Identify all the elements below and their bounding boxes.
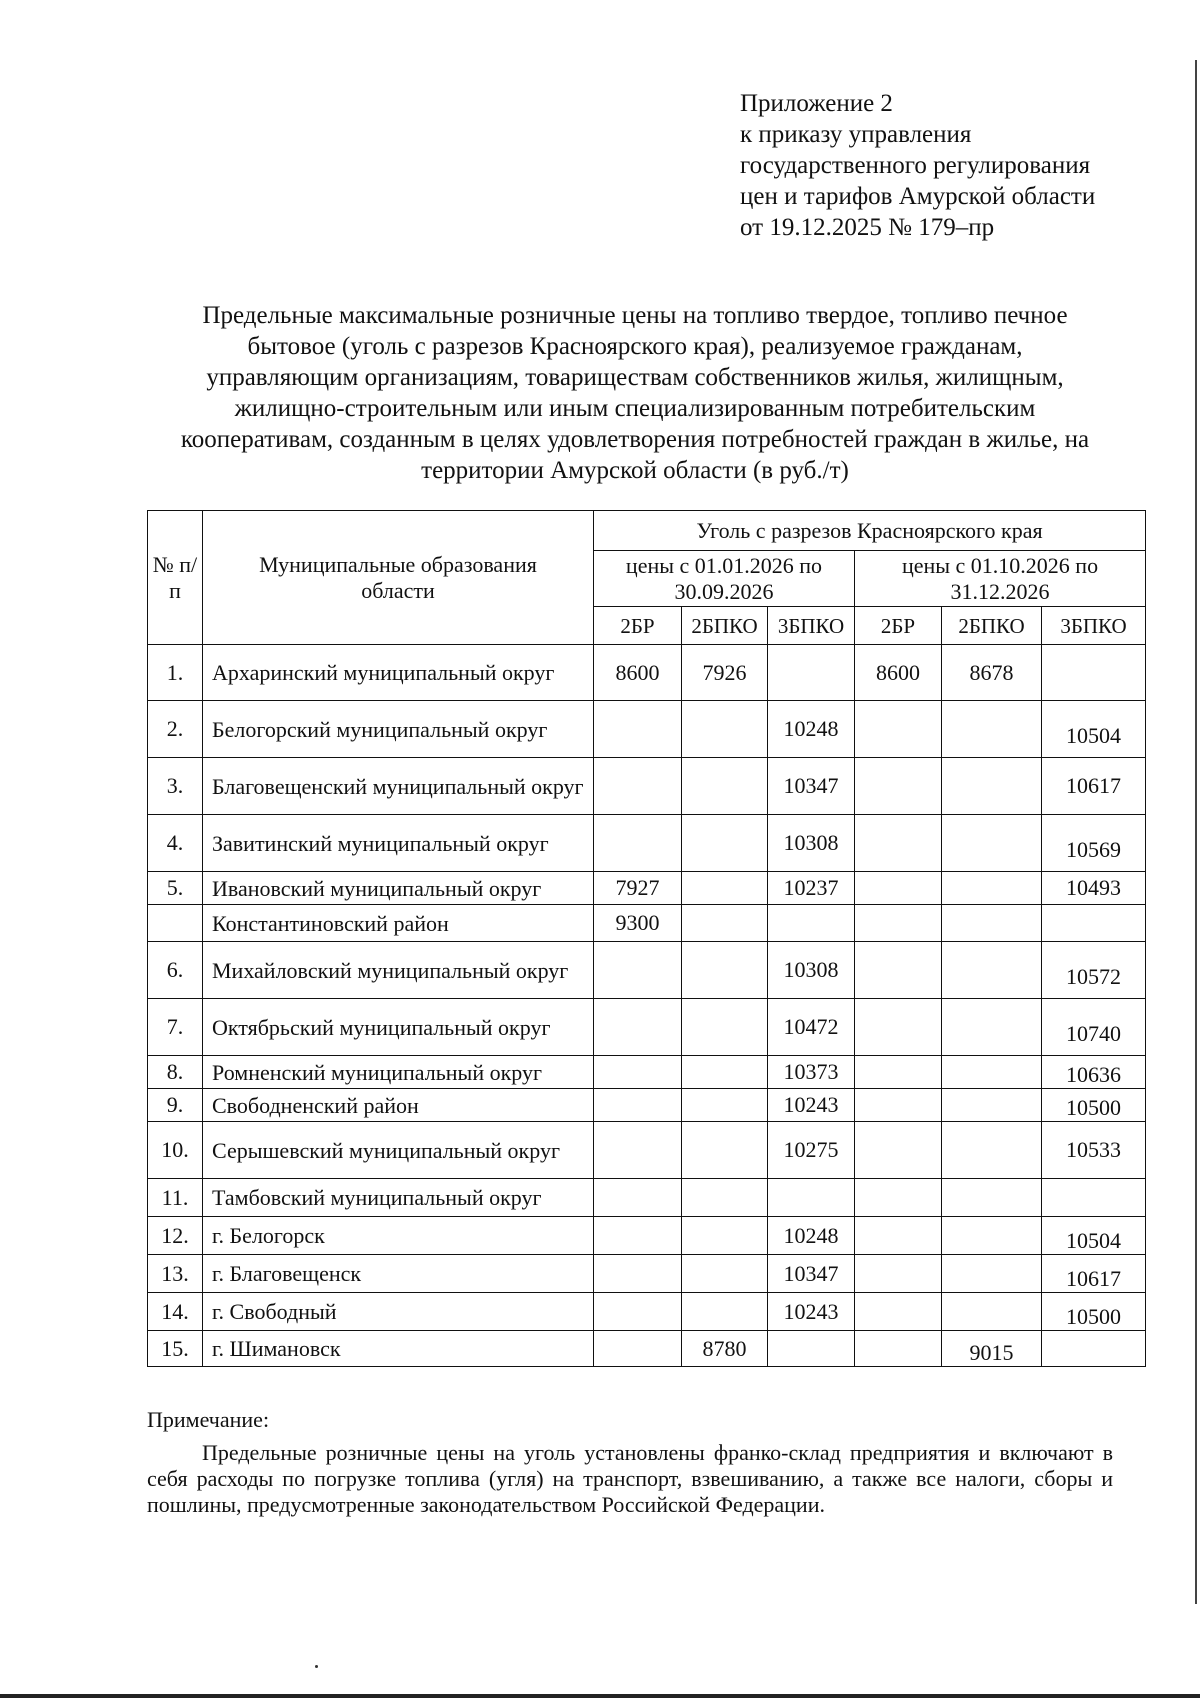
price-table (147, 510, 1146, 1367)
row-value: 10243 (768, 1293, 855, 1331)
row-name: Ромненский муниципальный округ (203, 1056, 594, 1089)
row-value (594, 1089, 682, 1122)
row-value (855, 1293, 942, 1331)
row-name: г. Белогорск (203, 1217, 594, 1255)
row-value: 10569 (1042, 815, 1146, 872)
row-value: 9300 (594, 905, 682, 942)
row-value: 7927 (594, 872, 682, 905)
row-name: Константиновский район (203, 905, 594, 942)
table-row (148, 645, 1146, 701)
row-value (942, 1179, 1042, 1217)
row-value (682, 1056, 768, 1089)
row-num: 4. (148, 815, 203, 872)
row-num: 2. (148, 701, 203, 758)
row-value: 10740 (1042, 999, 1146, 1056)
row-value: 10636 (1042, 1056, 1146, 1089)
header-name-text: Муниципальные образования области (259, 551, 537, 603)
row-value (1042, 1179, 1146, 1217)
row-value (594, 1217, 682, 1255)
row-value (682, 1255, 768, 1293)
row-value (768, 1331, 855, 1367)
table-row (148, 1089, 1146, 1122)
header-group: Уголь с разрезов Красноярского края (594, 511, 1146, 551)
row-value (855, 1179, 942, 1217)
row-value (855, 1122, 942, 1179)
table-row (148, 1255, 1146, 1293)
table-body (148, 645, 1146, 1367)
title-line: кооперативам, созданным в целях удовлетворения потребностей граждан в жилье, на (180, 426, 1090, 453)
row-value: 10373 (768, 1056, 855, 1089)
table-row (148, 1179, 1146, 1217)
row-value (594, 999, 682, 1056)
table-row (148, 1331, 1146, 1367)
row-name: Завитинский муниципальный округ (203, 815, 594, 872)
row-value: 10308 (768, 942, 855, 999)
row-value (942, 701, 1042, 758)
row-value: 10500 (1042, 1293, 1146, 1331)
header-num-text: № п/п (152, 551, 198, 603)
row-value (768, 905, 855, 942)
row-value: 7926 (682, 645, 768, 701)
row-value: 10504 (1042, 1217, 1146, 1255)
table-row (148, 701, 1146, 758)
row-value (855, 1255, 942, 1293)
row-value (682, 815, 768, 872)
row-value (682, 758, 768, 815)
row-value (594, 1293, 682, 1331)
appendix-line: от 19.12.2025 № 179–пр (740, 214, 995, 241)
row-value (682, 1217, 768, 1255)
header-sub-3bpko: 3БПКО (768, 607, 855, 645)
row-name: г. Шимановск (203, 1331, 594, 1367)
row-value (942, 942, 1042, 999)
row-value: 8678 (942, 645, 1042, 701)
row-value (855, 815, 942, 872)
row-value (942, 1293, 1042, 1331)
title-line: Предельные максимальные розничные цены на топливо твердое, топливо печное (202, 302, 1068, 329)
table-row (148, 815, 1146, 872)
row-value: 10347 (768, 758, 855, 815)
row-value: 10572 (1042, 942, 1146, 999)
header-num (148, 511, 203, 645)
row-name: Михайловский муниципальный округ (203, 942, 594, 999)
row-value (594, 701, 682, 758)
row-value (855, 999, 942, 1056)
row-value: 10243 (768, 1089, 855, 1122)
row-value (768, 645, 855, 701)
row-value (855, 701, 942, 758)
row-value (682, 905, 768, 942)
row-value (855, 872, 942, 905)
header-sub-3bpko: 3БПКО (1042, 607, 1146, 645)
note-text: Предельные розничные цены на уголь установлены франко-склад предприятия и включают в себя расходы по погрузке топлива (угля) на транспорт, взвешиванию, а также все налоги, сборы и пошлины, предусмотренные законодательством Российской Федерации. (147, 1440, 1113, 1517)
row-value (855, 942, 942, 999)
row-value (594, 942, 682, 999)
row-value (594, 1179, 682, 1217)
row-name: Ивановский муниципальный округ (203, 872, 594, 905)
row-num: 10. (148, 1122, 203, 1179)
row-value (594, 758, 682, 815)
row-value: 10493 (1042, 872, 1146, 905)
header-period-2: цены с 01.10.2026 по 31.12.2026 (855, 551, 1146, 607)
row-value (942, 905, 1042, 942)
row-value (942, 758, 1042, 815)
row-value (942, 1056, 1042, 1089)
row-name: Октябрьский муниципальный округ (203, 999, 594, 1056)
table-row (148, 905, 1146, 942)
row-value: 8780 (682, 1331, 768, 1367)
row-value (942, 872, 1042, 905)
appendix-line: Приложение 2 (740, 90, 893, 117)
row-value (942, 1217, 1042, 1255)
row-num (148, 905, 203, 942)
note-label: Примечание: (147, 1407, 270, 1432)
title-line: бытовое (уголь с разрезов Красноярского края), реализуемое гражданам, (247, 333, 1023, 360)
page-edge-bottom (0, 1694, 1200, 1698)
row-value: 10308 (768, 815, 855, 872)
table-row (148, 1122, 1146, 1179)
row-value (942, 1255, 1042, 1293)
row-num: 13. (148, 1255, 203, 1293)
row-value (942, 1122, 1042, 1179)
row-value: 10533 (1042, 1122, 1146, 1179)
row-value (594, 815, 682, 872)
row-num: 6. (148, 942, 203, 999)
row-value (682, 1179, 768, 1217)
table-header (148, 511, 1146, 645)
row-value (855, 1331, 942, 1367)
title-line: жилищно-строительным или иным специализированным потребительским (234, 395, 1036, 422)
row-name: г. Свободный (203, 1293, 594, 1331)
row-value: 10237 (768, 872, 855, 905)
row-name: Тамбовский муниципальный округ (203, 1179, 594, 1217)
row-value: 8600 (594, 645, 682, 701)
row-value: 10472 (768, 999, 855, 1056)
row-name: г. Благовещенск (203, 1255, 594, 1293)
row-value (855, 1089, 942, 1122)
table-row (148, 1293, 1146, 1331)
table-row (148, 872, 1146, 905)
title-line: управляющим организациям, товариществам собственников жилья, жилищным, (206, 364, 1064, 391)
row-value (682, 942, 768, 999)
row-value (942, 1089, 1042, 1122)
header-sub-2bpko: 2БПКО (942, 607, 1042, 645)
row-num: 3. (148, 758, 203, 815)
row-value: 10347 (768, 1255, 855, 1293)
row-value (594, 1331, 682, 1367)
appendix-block (740, 88, 1095, 243)
header-sub-2bpko: 2БПКО (682, 607, 768, 645)
header-sub-2br: 2БР (594, 607, 682, 645)
row-value (594, 1255, 682, 1293)
row-value: 10504 (1042, 701, 1146, 758)
row-value (1042, 905, 1146, 942)
header-sub-2br: 2БР (855, 607, 942, 645)
row-value (855, 758, 942, 815)
row-value (855, 1056, 942, 1089)
table-row (148, 999, 1146, 1056)
row-num: 9. (148, 1089, 203, 1122)
row-num: 8. (148, 1056, 203, 1089)
row-value (682, 1089, 768, 1122)
row-value (682, 872, 768, 905)
row-value: 10617 (1042, 758, 1146, 815)
table-row (148, 1056, 1146, 1089)
row-name: Серышевский муниципальный округ (203, 1122, 594, 1179)
scan-speck (315, 1665, 318, 1668)
row-value (682, 1293, 768, 1331)
row-value (942, 999, 1042, 1056)
row-value: 10248 (768, 1217, 855, 1255)
row-value (594, 1122, 682, 1179)
page-edge-right (1195, 60, 1197, 1604)
row-value (1042, 1331, 1146, 1367)
appendix-line: к приказу управления (740, 121, 972, 148)
row-name: Свободненский район (203, 1089, 594, 1122)
row-value (682, 701, 768, 758)
row-num: 11. (148, 1179, 203, 1217)
row-num: 12. (148, 1217, 203, 1255)
row-value (855, 1217, 942, 1255)
row-value: 10275 (768, 1122, 855, 1179)
row-value: 10500 (1042, 1089, 1146, 1122)
row-value (1042, 645, 1146, 701)
row-value (682, 1122, 768, 1179)
row-name: Белогорский муниципальный округ (203, 701, 594, 758)
row-value (855, 905, 942, 942)
document-title (140, 300, 1130, 486)
title-line: территории Амурской области (в руб./т) (421, 457, 849, 484)
appendix-line: цен и тарифов Амурской области (740, 183, 1096, 210)
header-period-1: цены с 01.01.2026 по 30.09.2026 (594, 551, 855, 607)
table-row (148, 1217, 1146, 1255)
row-num: 15. (148, 1331, 203, 1367)
row-num: 14. (148, 1293, 203, 1331)
row-value (768, 1179, 855, 1217)
row-value: 10617 (1042, 1255, 1146, 1293)
row-value (942, 815, 1042, 872)
row-value (682, 999, 768, 1056)
table-row (148, 942, 1146, 999)
row-num: 7. (148, 999, 203, 1056)
row-value (594, 1056, 682, 1089)
row-name: Архаринский муниципальный округ (203, 645, 594, 701)
row-name: Благовещенский муниципальный округ (203, 758, 594, 815)
row-num: 5. (148, 872, 203, 905)
row-num: 1. (148, 645, 203, 701)
row-value: 10248 (768, 701, 855, 758)
appendix-line: государственного регулирования (740, 152, 1091, 179)
table-row (148, 758, 1146, 815)
header-name (203, 511, 594, 645)
row-value: 9015 (942, 1331, 1042, 1367)
row-value: 8600 (855, 645, 942, 701)
